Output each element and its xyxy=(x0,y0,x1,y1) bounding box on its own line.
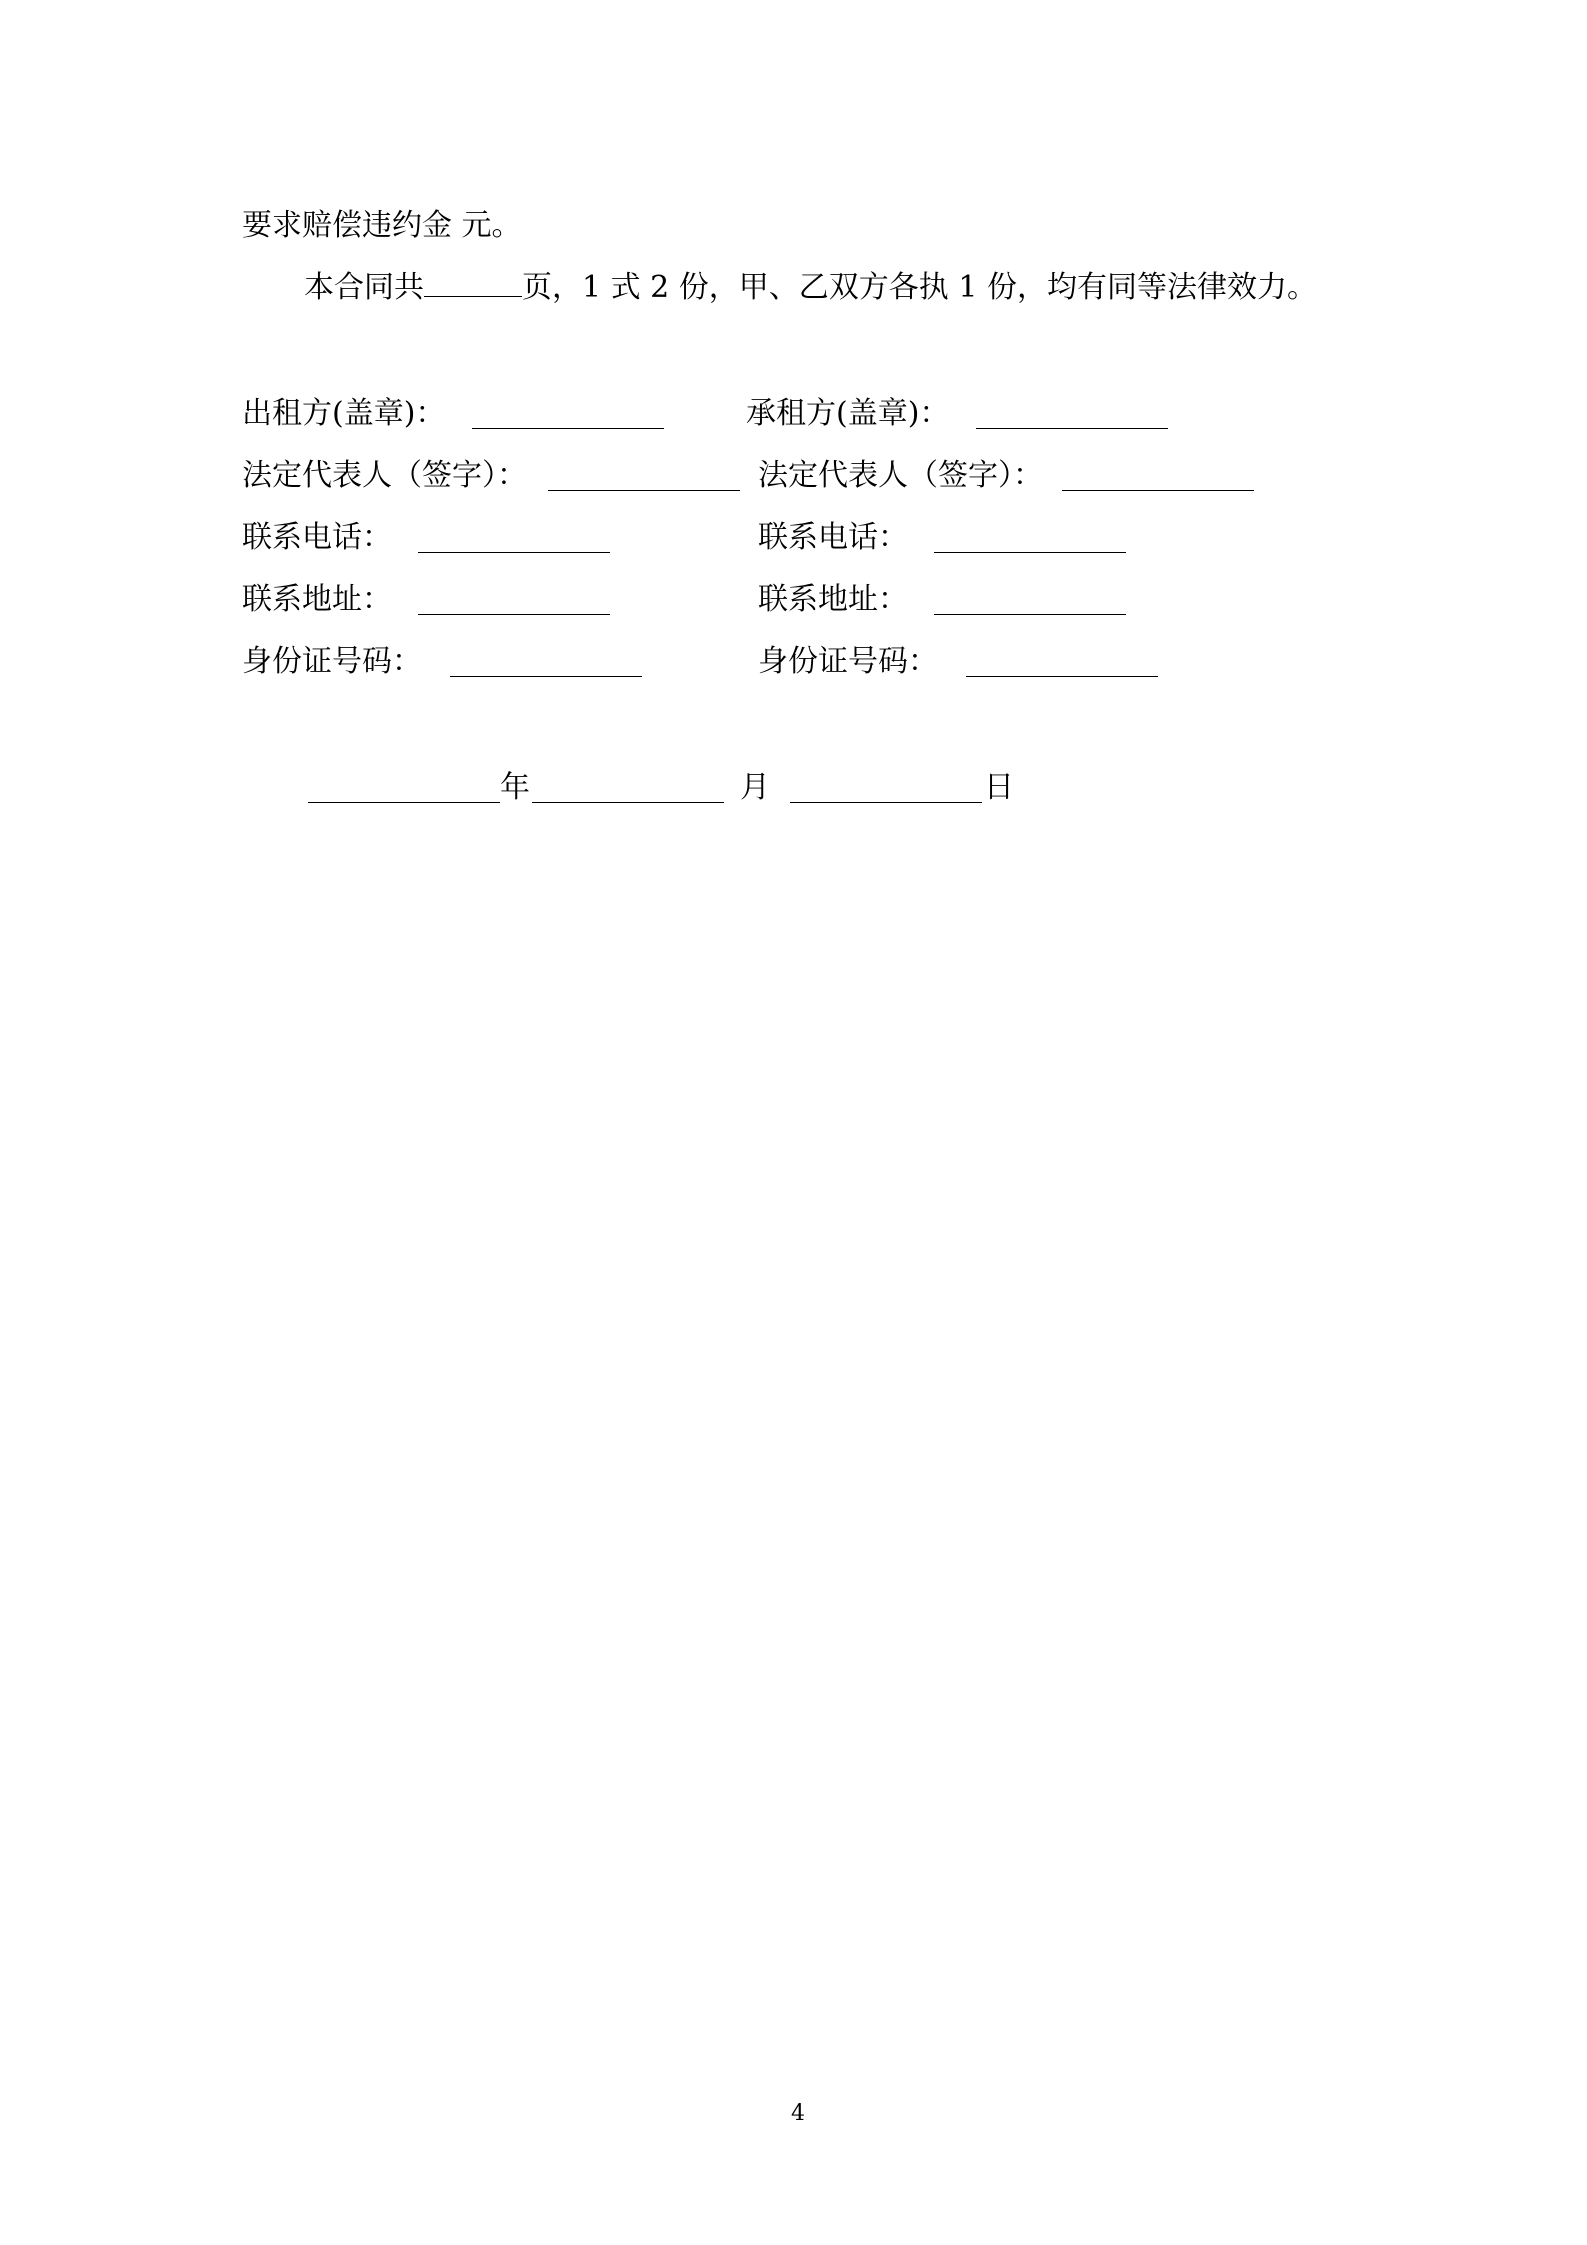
copies-clause-prefix: 本合同共 xyxy=(304,270,424,305)
lessor-rep-label: 法定代表人（签字）： xyxy=(242,458,527,493)
lessee-phone-blank[interactable] xyxy=(934,552,1126,553)
page-number: 4 xyxy=(791,2101,805,2126)
lessor-id-blank[interactable] xyxy=(450,676,642,677)
lessor-phone-label: 联系电话： xyxy=(242,520,392,555)
lessor-address-blank[interactable] xyxy=(418,614,610,615)
lessor-id-label: 身份证号码： xyxy=(242,644,422,679)
penalty-clause xyxy=(242,206,522,246)
lessor-address-label: 联系地址： xyxy=(242,582,392,617)
copies-clause-suffix: 页，1 式 2 份，甲、乙双方各执 1 份，均有同等法律效力。 xyxy=(522,270,1317,305)
date-month-label: 月 xyxy=(740,770,770,805)
lessor-rep-blank[interactable] xyxy=(548,490,740,491)
lessee-id-label: 身份证号码： xyxy=(758,644,938,679)
penalty-clause-text: 要求赔偿违约金 元。 xyxy=(242,208,522,243)
date-day-blank[interactable] xyxy=(790,802,982,803)
lessee-id-blank[interactable] xyxy=(966,676,1158,677)
lessee-rep-blank[interactable] xyxy=(1062,490,1254,491)
date-day-label: 日 xyxy=(984,770,1014,805)
lessee-address-blank[interactable] xyxy=(934,614,1126,615)
lessor-seal-label: 出租方(盖章)： xyxy=(242,396,446,431)
date-year-label: 年 xyxy=(500,770,530,805)
lessee-rep-label: 法定代表人（签字）： xyxy=(758,458,1043,493)
lessor-seal-blank[interactable] xyxy=(472,428,664,429)
page-count-blank[interactable] xyxy=(424,268,522,297)
lessee-seal-blank[interactable] xyxy=(976,428,1168,429)
date-month-blank[interactable] xyxy=(532,802,724,803)
lessee-phone-label: 联系电话： xyxy=(758,520,908,555)
lessee-seal-label: 承租方(盖章)： xyxy=(746,396,950,431)
copies-clause xyxy=(304,268,1317,308)
lessor-phone-blank[interactable] xyxy=(418,552,610,553)
lessee-address-label: 联系地址： xyxy=(758,582,908,617)
date-year-blank[interactable] xyxy=(308,802,500,803)
